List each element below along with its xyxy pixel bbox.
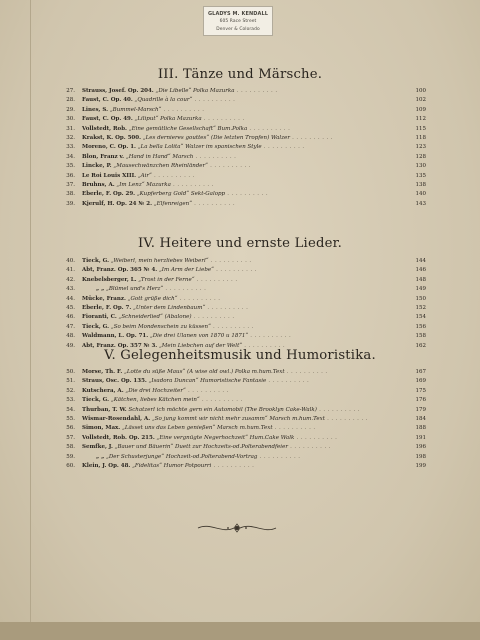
- entry-text: [82, 368, 328, 377]
- entry-composer: Strauss, Josef. Op. 204.: [82, 88, 154, 94]
- entry-page-number: 149: [415, 286, 426, 293]
- entry-title: „Mein Liebchen auf der Welt“: [158, 342, 243, 349]
- dot-leader: . . . . . . . . . .: [201, 116, 245, 123]
- dot-leader: . . . . . . . . . .: [248, 333, 292, 340]
- dot-leader: . . . . . . . . . .: [324, 415, 368, 422]
- entry-title: „So jung kommt wir nicht mehr zusamm“ Marsch m.hum.Text: [151, 415, 325, 422]
- entry-page-number: 118: [415, 134, 426, 141]
- entry-page-number: 135: [415, 172, 426, 179]
- entry-page-number: 158: [415, 333, 426, 340]
- entry-composer: Mücke, Franz.: [82, 295, 126, 302]
- stamp-address: 605 Race Street: [219, 19, 257, 24]
- entry-composer: Semfke, J.: [82, 444, 113, 451]
- dot-leader: . . . . . . . . . .: [316, 406, 360, 413]
- dot-leader: . . . . . . . . . .: [272, 425, 316, 432]
- entry-text: [82, 134, 333, 143]
- entry-title: „Schneiderlied“ (Abalone): [118, 314, 192, 321]
- list-item: [0, 453, 480, 462]
- list-item: [0, 304, 480, 313]
- entry-composer: Knebelsberger, L.: [82, 276, 137, 283]
- entry-number: 38.: [66, 191, 75, 198]
- entry-page-number: 167: [415, 369, 426, 375]
- dot-leader: . . . . . . . . . .: [185, 387, 229, 394]
- entry-title: „Der Schusterjunge“ Hochzeit-od.Polterabend-Vortrag: [106, 453, 258, 460]
- entry-number: 60.: [66, 462, 75, 469]
- entry-text: [82, 295, 220, 304]
- entry-title: „Elfenreigen“: [153, 200, 193, 207]
- entry-title: „Kupferberg Gold“ Sekt-Galopp: [136, 191, 226, 198]
- entry-number: 36.: [66, 172, 75, 179]
- dot-leader: . . . . . . . . . .: [294, 434, 338, 441]
- list-item: [0, 396, 480, 405]
- entry-title: „Isadora Duncan“ Humoristische Fantasie: [148, 378, 267, 385]
- list-item: [0, 172, 480, 181]
- entry-page-number: 128: [415, 153, 426, 160]
- entry-composer: Faust, C. Op. 40.: [82, 97, 133, 104]
- entry-title: Schatzerl ich möchte gern ein Automobil (The Brooklyn Cake-Walk): [128, 406, 317, 413]
- entry-number: 50.: [66, 369, 75, 375]
- entry-number: 35.: [66, 163, 75, 170]
- entry-text: [82, 125, 290, 134]
- entry-number: 54.: [66, 406, 75, 413]
- list-item: [0, 377, 480, 386]
- entry-number: 45.: [66, 304, 75, 311]
- dot-leader: . . . . . . . . . .: [170, 181, 214, 188]
- list-item: [0, 332, 480, 341]
- entry-composer: Simon, Max.: [82, 425, 121, 432]
- entry-composer: Moreno, C. Op. 1.: [82, 144, 136, 151]
- entry-page-number: 162: [415, 342, 426, 349]
- entry-page-number: 140: [415, 191, 426, 198]
- entry-page-number: 123: [415, 144, 426, 151]
- list-item: [0, 106, 480, 115]
- entry-page-number: 100: [415, 88, 426, 94]
- list-item: [0, 368, 480, 377]
- dot-leader: . . . . . . . . . .: [257, 453, 301, 460]
- entry-composer: Straus, Osc. Op. 135.: [82, 378, 147, 385]
- entry-text: [82, 172, 195, 181]
- list-item: [0, 424, 480, 433]
- entry-composer: Abt, Franz. Op. 365 № 4.: [82, 267, 158, 274]
- stamp-name: GLADYS M. KENDALL: [207, 11, 269, 17]
- entry-page-number: 143: [415, 200, 426, 207]
- owner-stamp: [203, 6, 273, 36]
- entry-text: [82, 143, 305, 152]
- entry-page-number: 191: [415, 434, 426, 441]
- entry-composer: Thurban, T. W.: [82, 406, 127, 413]
- dot-leader: . . . . . . . . . .: [192, 200, 235, 207]
- entry-title: „Im Lenz“ Mazurka: [116, 181, 171, 188]
- list-item: [0, 266, 480, 275]
- entry-text: [82, 87, 278, 96]
- entry-number: 49.: [66, 342, 75, 349]
- entry-number: 47.: [66, 323, 75, 330]
- dot-leader: . . . . . . . . . .: [211, 462, 255, 469]
- entry-composer: Vollstedt, Rob.: [82, 125, 127, 132]
- section-list-occasional: [0, 368, 480, 471]
- dot-leader: . . . . . . . . . .: [161, 106, 205, 113]
- dot-leader: . . . . . . . . . .: [225, 191, 269, 198]
- list-item: [0, 87, 480, 96]
- entry-number: 56.: [66, 425, 75, 432]
- list-item: [0, 295, 480, 304]
- entry-page-number: 196: [415, 444, 426, 451]
- entry-text: [82, 257, 252, 266]
- entry-text: [82, 276, 238, 285]
- entry-title: „Blümel und's Herz“: [106, 286, 164, 293]
- entry-composer: Kjerulf, H. Op. 24 № 2.: [82, 200, 153, 207]
- entry-page-number: 175: [415, 387, 426, 394]
- dot-leader: . . . . . . . . . .: [261, 144, 305, 151]
- entry-number: 28.: [66, 97, 75, 104]
- entry-title: „Weiberl, mein herzliebes Weiberl“: [110, 258, 209, 264]
- entry-number: 33.: [66, 144, 75, 151]
- entry-number: 53.: [66, 397, 75, 404]
- entry-title: „Die drei Hochzeiter“: [125, 387, 186, 394]
- entry-page-number: 115: [415, 125, 426, 132]
- list-item: [0, 125, 480, 134]
- entry-number: 46.: [66, 314, 75, 321]
- entry-page-number: 146: [415, 267, 426, 274]
- entry-page-number: 184: [415, 415, 426, 422]
- entry-page-number: 130: [415, 163, 426, 170]
- list-item: [0, 462, 480, 471]
- dot-leader: . . . . . . . . . .: [163, 286, 207, 293]
- list-item: [0, 134, 480, 143]
- page-bottom-edge: [0, 622, 480, 640]
- entry-title: „Kätchen, liebes Kätchen mein“: [110, 397, 200, 404]
- entry-text: [82, 424, 316, 433]
- entry-page-number: 156: [415, 323, 426, 330]
- entry-title: „Gott grüße dich“: [127, 295, 178, 302]
- entry-title: „Mausechwänzchen Rheinländer“: [113, 163, 208, 170]
- list-item: [0, 313, 480, 322]
- entry-text: [82, 106, 204, 115]
- entry-text: [82, 190, 268, 199]
- list-item: [0, 115, 480, 124]
- entry-number: 44.: [66, 295, 75, 302]
- entry-text: [82, 181, 214, 190]
- dot-leader: . . . . . . . . . .: [193, 153, 237, 160]
- entry-composer: Eberle, F. Op. 29.: [82, 191, 136, 198]
- entry-title: „Die drei Ulanen von 1870 u 1871“: [149, 333, 249, 340]
- dot-leader: . . . . . . . . . .: [213, 267, 257, 274]
- entry-composer: Le Roi Louis XIII.: [82, 172, 137, 179]
- entry-number: 43.: [66, 286, 75, 293]
- entry-composer: Abt, Franz. Op. 357 № 3.: [82, 342, 158, 349]
- entry-text: [82, 434, 337, 443]
- entry-title: „Lässet uns das Leben genießen“ Marsch m.hum.Text: [121, 425, 273, 432]
- entry-composer: „ „: [96, 453, 105, 460]
- entry-title: „So beim Mondenschein zu küssen“: [110, 323, 211, 330]
- entry-text: [82, 162, 251, 171]
- entry-page-number: 198: [415, 453, 426, 460]
- entry-text: [82, 332, 291, 341]
- entry-page-number: 109: [415, 106, 426, 113]
- entry-number: 32.: [66, 134, 75, 141]
- entry-text: [82, 115, 245, 124]
- entry-composer: Krakst, K. Op. 500.: [82, 134, 141, 141]
- list-item: [0, 387, 480, 396]
- list-item: [0, 406, 480, 415]
- entry-number: 42.: [66, 276, 75, 283]
- entry-number: 30.: [66, 116, 75, 123]
- entry-page-number: 154: [415, 314, 426, 321]
- entry-number: 27.: [66, 88, 75, 94]
- entry-page-number: 179: [415, 406, 426, 413]
- entry-composer: Morse, Th. F.: [82, 369, 123, 375]
- entry-title: „La bella Lolita“ Walzer im spanischen Style: [137, 144, 262, 151]
- list-item: [0, 443, 480, 452]
- list-item: [0, 153, 480, 162]
- entry-title: „Fidelitas“ Humor Potpourri: [132, 462, 212, 469]
- entry-title: „Eine gemütliche Gesellschaft“ Bum.Polka: [128, 125, 248, 132]
- entry-number: 59.: [66, 453, 75, 460]
- entry-page-number: 112: [415, 116, 426, 123]
- entry-title: „Im Arm der Liebe“: [158, 267, 214, 274]
- dot-leader: . . . . . . . . . .: [191, 314, 235, 321]
- entry-composer: Wismar-Rosendahl, A.: [82, 415, 151, 422]
- dot-leader: . . . . . . . . . .: [210, 323, 254, 330]
- entry-page-number: 152: [415, 304, 426, 311]
- list-item: [0, 323, 480, 332]
- entry-title: „Bummel-Marsch“: [109, 106, 162, 113]
- dot-leader: . . . . . . . . . .: [234, 88, 278, 94]
- entry-composer: Vollstedt, Rob. Op. 215.: [82, 434, 155, 441]
- entry-text: [82, 415, 368, 424]
- entry-title: „Quadrille à la cour“: [134, 97, 193, 104]
- entry-number: 37.: [66, 181, 75, 188]
- entry-composer: Tieck, G.: [82, 323, 110, 330]
- section-heading-occasional: V. Gelegenheitsmusik und Humoristika.: [104, 348, 376, 363]
- entry-text: [82, 266, 257, 275]
- entry-text: [82, 153, 236, 162]
- entry-text: [82, 387, 229, 396]
- dot-leader: . . . . . . . . . .: [199, 397, 243, 404]
- entry-number: 29.: [66, 106, 75, 113]
- dot-leader: . . . . . . . . . .: [287, 444, 331, 451]
- entry-text: [82, 443, 331, 452]
- dot-leader: . . . . . . . . . .: [207, 163, 251, 170]
- list-item: [0, 285, 480, 294]
- entry-composer: Bruhns, A.: [82, 181, 115, 188]
- dot-leader: . . . . . . . . . .: [194, 276, 238, 283]
- entry-page-number: 199: [415, 462, 426, 469]
- list-item: [0, 200, 480, 209]
- entry-number: 31.: [66, 125, 75, 132]
- entry-title: „Eine vergnügte Negerhochzeit“ Hum.Cake Walk: [156, 434, 295, 441]
- entry-page-number: 169: [415, 378, 426, 385]
- dot-leader: . . . . . . . . . .: [151, 172, 195, 179]
- dot-leader: . . . . . . . . . .: [205, 304, 249, 311]
- entry-composer: Tieck, G.: [82, 397, 110, 404]
- entry-title: „Les dernieres gouttes“ (Die letzten Tropfen) Walzer: [142, 134, 290, 141]
- list-item: [0, 181, 480, 190]
- entry-composer: Klein, J. Op. 48.: [82, 462, 131, 469]
- entry-text: [82, 396, 243, 405]
- entry-number: 58.: [66, 444, 75, 451]
- entry-number: 48.: [66, 333, 75, 340]
- list-item: [0, 257, 480, 266]
- dot-leader: . . . . . . . . . .: [192, 97, 236, 104]
- dot-leader: . . . . . . . . . .: [177, 295, 221, 302]
- entry-page-number: 138: [415, 181, 426, 188]
- dot-leader: . . . . . . . . . .: [289, 134, 333, 141]
- entry-text: [82, 304, 248, 313]
- entry-composer: Tieck, G.: [82, 258, 110, 264]
- entry-composer: Lincke, P.: [82, 163, 112, 170]
- entry-number: 34.: [66, 153, 75, 160]
- dot-leader: . . . . . . . . . .: [242, 342, 286, 349]
- entry-text: [82, 462, 254, 471]
- entry-page-number: 176: [415, 397, 426, 404]
- entry-text: [82, 453, 300, 462]
- entry-page-number: 188: [415, 425, 426, 432]
- entry-page-number: 102: [415, 97, 426, 104]
- entry-text: [82, 200, 235, 209]
- section-list-songs: [0, 257, 480, 351]
- entry-number: 57.: [66, 434, 75, 441]
- entry-text: [82, 377, 309, 386]
- dot-leader: . . . . . . . . . .: [284, 369, 328, 375]
- entry-title: „Hand in Hand“ Marsch: [125, 153, 194, 160]
- entry-title: „Air“: [137, 172, 152, 179]
- entry-composer: Eberle, F. Op. 7.: [82, 304, 132, 311]
- stamp-city: Denver & Colorado: [216, 27, 260, 32]
- list-item: [0, 96, 480, 105]
- section-heading-songs: IV. Heitere und ernste Lieder.: [137, 236, 343, 251]
- list-item: [0, 190, 480, 199]
- list-item: [0, 434, 480, 443]
- entry-number: 52.: [66, 387, 75, 394]
- entry-title: „Liliput“ Polka Mazurka: [134, 116, 202, 123]
- entry-number: 40.: [66, 258, 75, 264]
- list-item: [0, 276, 480, 285]
- entry-composer: Kutschera, A.: [82, 387, 124, 394]
- entry-text: [82, 406, 360, 415]
- entry-composer: „ „: [96, 286, 105, 293]
- list-item: [0, 415, 480, 424]
- entry-page-number: 150: [415, 295, 426, 302]
- entry-title: „Die Libelle“ Polka Mazurka: [155, 88, 235, 94]
- entry-number: 55.: [66, 415, 75, 422]
- entry-title: „Unter dem Lindenbaum“: [133, 304, 206, 311]
- entry-title: „Bauer und Bäuerin“ Duett zur Hochzeits-od.Polterabendfeier: [114, 444, 288, 451]
- entry-title: „Trost in der Ferne“: [138, 276, 195, 283]
- dot-leader: . . . . . . . . . .: [266, 378, 310, 385]
- dot-leader: . . . . . . . . . .: [208, 258, 252, 264]
- section-list-dances: [0, 87, 480, 209]
- entry-composer: Faust, C. Op. 49.: [82, 116, 133, 123]
- entry-composer: Fioranti, C.: [82, 314, 117, 321]
- entry-text: [82, 285, 206, 294]
- dot-leader: . . . . . . . . . .: [247, 125, 291, 132]
- entry-number: 41.: [66, 267, 75, 274]
- entry-composer: Lines, S.: [82, 106, 109, 113]
- section-heading-dances: III. Tänze und Märsche.: [157, 67, 323, 82]
- entry-page-number: 148: [415, 276, 426, 283]
- entry-number: 39.: [66, 200, 75, 207]
- entry-composer: Blon, Franz v.: [82, 153, 125, 160]
- entry-composer: Waldmann, L. Op. 71.: [82, 333, 149, 340]
- entry-number: 51.: [66, 378, 75, 385]
- entry-title: „Lotte du süße Maus“ (A wise old owl.) Polka m.hum.Text: [124, 369, 285, 375]
- entry-text: [82, 323, 254, 332]
- ornament-divider: [196, 521, 278, 535]
- entry-page-number: 144: [415, 258, 426, 264]
- list-item: [0, 162, 480, 171]
- entry-text: [82, 96, 235, 105]
- list-item: [0, 143, 480, 152]
- entry-text: [82, 313, 235, 322]
